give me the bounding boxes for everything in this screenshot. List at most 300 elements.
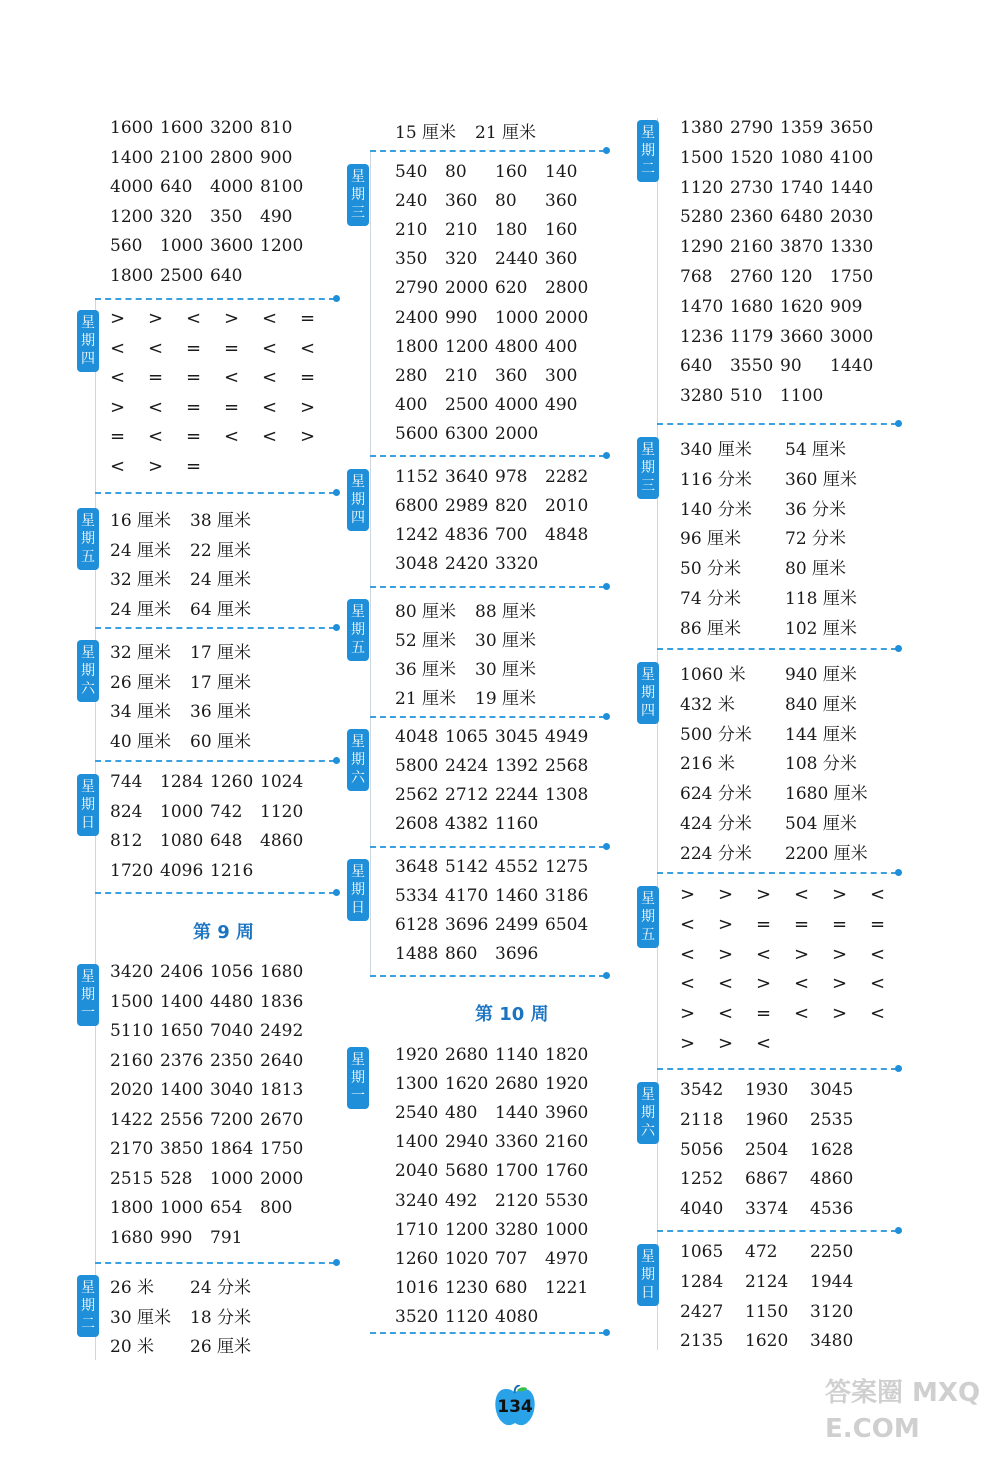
week-title: 第 10 周 — [475, 1004, 549, 1025]
answer-cell: = — [300, 308, 316, 329]
answer-cell: 400 — [545, 336, 578, 357]
watermark-text: 答案圈 MXQE.COM — [825, 1378, 981, 1444]
answer-cell: 4800 — [495, 336, 539, 357]
answer-cell: = — [870, 913, 886, 935]
answer-cell: 2568 — [545, 756, 589, 777]
weekday-tab: 星 期 五 — [77, 508, 99, 570]
answer-cell: 1024 — [260, 772, 304, 792]
answer-cell: 7040 — [210, 1021, 254, 1041]
answer-cell: 1650 — [160, 1021, 204, 1041]
answer-cell: > — [148, 308, 164, 329]
answer-cell: 2608 — [395, 814, 439, 835]
answer-cell: 102 厘米 — [785, 618, 857, 639]
answer-cell: 5680 — [445, 1161, 489, 1182]
answer-cell: = — [186, 367, 202, 388]
answer-cell: 1820 — [545, 1045, 589, 1065]
answer-cell: 2118 — [680, 1109, 724, 1130]
answer-cell: 3360 — [495, 1132, 539, 1153]
answer-cell: 1290 — [680, 237, 724, 258]
answer-cell: 6300 — [445, 423, 489, 444]
answer-cell: 824 — [110, 801, 143, 822]
answer-cell: 160 — [545, 220, 578, 241]
answer-cell: 2712 — [445, 785, 489, 806]
answer-cell: 1000 — [210, 1168, 254, 1189]
answer-cell: 5334 — [395, 886, 439, 907]
answer-cell: 1160 — [495, 814, 539, 835]
answer-cell: 22 厘米 — [190, 540, 252, 561]
week-title: 第 9 周 — [193, 922, 255, 943]
answer-cell: > — [756, 973, 772, 995]
answer-cell: 2000 — [445, 278, 489, 299]
answer-cell: 2160 — [730, 237, 774, 258]
answer-cell: 1600 — [110, 118, 154, 138]
weekday-tab: 星 期 三 — [347, 164, 369, 226]
answer-cell: 2400 — [395, 307, 439, 328]
answer-cell: < — [262, 426, 278, 447]
answer-cell: 17 厘米 — [190, 643, 252, 663]
weekday-tab: 星 期 一 — [347, 1047, 369, 1109]
answer-cell: 360 — [495, 365, 528, 386]
answer-cell: 1216 — [210, 860, 254, 881]
answer-cell: 1065 — [680, 1242, 724, 1262]
answer-cell: 3696 — [495, 944, 539, 965]
answer-cell: 2420 — [445, 554, 489, 575]
answer-cell: 1960 — [745, 1109, 789, 1130]
weekday-tab: 星 期 五 — [347, 599, 369, 661]
answer-cell: 18 分米 — [190, 1307, 252, 1328]
answer-cell: 1308 — [545, 785, 589, 806]
answer-cell: < — [110, 337, 126, 359]
answer-cell: 3040 — [210, 1080, 254, 1100]
answer-cell: = — [110, 426, 126, 447]
weekday-tab: 星 期 六 — [637, 1082, 659, 1144]
answer-cell: < — [110, 367, 126, 388]
answer-cell: > — [832, 1003, 848, 1025]
answer-cell: 4480 — [210, 991, 254, 1012]
answer-cell: 1680 — [730, 296, 774, 317]
answer-cell: 810 — [260, 118, 293, 138]
answer-cell: 4000 — [495, 394, 539, 415]
answer-cell: 2010 — [545, 496, 589, 517]
answer-cell: 768 — [680, 267, 713, 287]
answer-cell: 120 — [780, 267, 813, 287]
answer-cell: 3120 — [810, 1301, 854, 1322]
answer-cell: 3960 — [545, 1103, 589, 1124]
answer-cell: 640 — [680, 356, 713, 377]
answer-cell: 990 — [160, 1227, 193, 1248]
answer-cell: 96 厘米 — [680, 529, 742, 550]
answer-cell: 72 分米 — [785, 529, 847, 550]
answer-cell: 2160 — [110, 1050, 154, 1071]
watermark — [825, 1375, 995, 1455]
answer-cell: 2000 — [495, 423, 539, 444]
answer-cell: 3280 — [495, 1219, 539, 1240]
answer-cell: 742 — [210, 801, 243, 822]
answer-cell: 2440 — [495, 249, 539, 270]
answer-cell: 1330 — [830, 237, 874, 258]
answer-cell: = — [756, 913, 772, 935]
answer-cell: > — [110, 308, 126, 329]
answer-cell: 1065 — [445, 727, 489, 747]
answer-cell: 1740 — [780, 177, 824, 198]
answer-cell: 6480 — [780, 207, 824, 228]
answer-cell: 6504 — [545, 915, 589, 936]
answer-cell: < — [262, 396, 278, 418]
section-divider — [370, 150, 605, 152]
answer-cell: 24 厘米 — [110, 540, 172, 561]
answer-cell: < — [718, 1003, 734, 1025]
section-divider — [95, 627, 335, 629]
answer-cell: 4048 — [395, 727, 439, 747]
answer-cell: 30 厘米 — [475, 660, 537, 681]
answer-cell: 1200 — [445, 1219, 489, 1240]
answer-cell: 2730 — [730, 177, 774, 198]
weekday-tab: 星 期 二 — [77, 1275, 99, 1337]
answer-cell: 1836 — [260, 991, 304, 1012]
answer-cell: 620 — [495, 278, 528, 299]
answer-cell: < — [870, 1003, 886, 1025]
answer-cell: 24 厘米 — [190, 570, 252, 590]
answer-cell: 1056 — [210, 962, 254, 982]
weekday-tab: 星 期 二 — [637, 120, 659, 182]
answer-cell: 1284 — [160, 772, 204, 792]
weekday-tab: 星 期 日 — [637, 1244, 659, 1306]
answer-cell: 2244 — [495, 785, 539, 806]
answer-cell: 2790 — [730, 118, 774, 138]
answer-cell: 2350 — [210, 1050, 254, 1071]
answer-cell: 1120 — [680, 177, 724, 198]
section-divider — [95, 760, 335, 762]
answer-cell: 1680 — [260, 962, 304, 982]
weekday-tab: 星 期 六 — [77, 640, 99, 702]
answer-cell: 2670 — [260, 1109, 304, 1130]
answer-cell: = — [186, 455, 202, 477]
answer-cell: 30 厘米 — [110, 1307, 172, 1328]
answer-cell: 2800 — [210, 147, 254, 168]
answer-cell: 4552 — [495, 857, 539, 877]
section-divider — [370, 1332, 605, 1334]
answer-cell: 1800 — [110, 1198, 154, 1218]
answer-cell: 224 分米 — [680, 843, 752, 864]
answer-cell: > — [110, 396, 126, 418]
answer-cell: 118 厘米 — [785, 589, 857, 609]
section-divider — [95, 892, 335, 894]
answer-cell: 472 — [745, 1242, 778, 1262]
answer-cell: 2120 — [495, 1190, 539, 1211]
weekday-tab: 星 期 四 — [347, 469, 369, 531]
right-column — [635, 0, 905, 1465]
answer-cell: 504 厘米 — [785, 814, 857, 834]
answer-cell: < — [870, 973, 886, 995]
answer-cell: 86 厘米 — [680, 618, 742, 639]
answer-cell: 1000 — [545, 1219, 589, 1240]
answer-cell: 2040 — [395, 1161, 439, 1182]
answer-cell: 36 厘米 — [190, 702, 252, 722]
answer-cell: 791 — [210, 1227, 243, 1248]
answer-cell: 480 — [445, 1103, 478, 1124]
answer-cell: 528 — [160, 1168, 193, 1189]
answer-cell: 3650 — [830, 118, 874, 138]
answer-cell: 3045 — [810, 1080, 854, 1100]
answer-cell: 140 分米 — [680, 499, 752, 520]
answer-cell: 1680 厘米 — [785, 784, 868, 805]
weekday-tab: 星 期 四 — [77, 310, 99, 372]
answer-cell: 3186 — [545, 886, 589, 907]
column-guide-line — [657, 118, 658, 1350]
answer-cell: 4860 — [260, 831, 304, 851]
answer-cell: 1700 — [495, 1161, 539, 1182]
answer-cell: 1400 — [160, 1080, 204, 1100]
answer-cell: 978 — [495, 467, 528, 487]
answer-cell: 2989 — [445, 496, 489, 517]
answer-cell: 3648 — [395, 857, 439, 877]
answer-cell: 1140 — [495, 1045, 539, 1065]
answer-cell: 2500 — [160, 265, 204, 286]
answer-cell: 510 — [730, 386, 763, 407]
answer-cell: 320 — [445, 249, 478, 270]
answer-cell: 21 厘米 — [475, 123, 537, 143]
section-divider — [657, 1068, 897, 1070]
answer-cell: 1710 — [395, 1219, 439, 1240]
section-divider — [95, 1262, 335, 1264]
answer-cell: 1864 — [210, 1139, 254, 1159]
answer-cell: 4848 — [545, 525, 589, 546]
answer-cell: 4080 — [495, 1306, 539, 1327]
answer-cell: 16 厘米 — [110, 511, 172, 531]
answer-cell: 2160 — [545, 1132, 589, 1153]
answer-cell: 424 分米 — [680, 814, 752, 834]
answer-cell: 812 — [110, 831, 143, 851]
answer-cell: 4536 — [810, 1199, 854, 1220]
answer-cell: 2282 — [545, 467, 589, 487]
answer-cell: 909 — [830, 296, 863, 317]
answer-cell: 1230 — [445, 1277, 489, 1298]
answer-cell: < — [186, 308, 202, 329]
answer-cell: 640 — [160, 177, 193, 197]
answer-cell: 2504 — [745, 1139, 789, 1160]
answer-cell: 1200 — [110, 206, 154, 227]
answer-cell: 5600 — [395, 423, 439, 444]
answer-cell: 6128 — [395, 915, 439, 936]
answer-cell: 350 — [395, 249, 428, 270]
answer-cell: 2376 — [160, 1050, 204, 1071]
answer-cell: 26 厘米 — [110, 672, 172, 693]
answer-cell: 2800 — [545, 278, 589, 299]
answer-cell: < — [680, 913, 696, 935]
answer-cell: 640 — [210, 265, 243, 286]
section-divider — [370, 716, 605, 718]
answer-cell: 360 — [545, 249, 578, 270]
answer-cell: 3200 — [210, 118, 254, 138]
weekday-tab: 星 期 日 — [347, 859, 369, 921]
answer-cell: > — [718, 884, 734, 905]
answer-cell: 2556 — [160, 1109, 204, 1130]
answer-cell: 1800 — [395, 336, 439, 357]
answer-cell: 1260 — [210, 772, 254, 792]
answer-cell: 5056 — [680, 1139, 724, 1160]
answer-cell: 4860 — [810, 1169, 854, 1190]
answer-cell: 3850 — [160, 1139, 204, 1159]
answer-cell: 6867 — [745, 1169, 789, 1190]
answer-cell: 144 厘米 — [785, 724, 857, 745]
answer-cell: 2135 — [680, 1331, 724, 1352]
answer-cell: = — [794, 913, 810, 935]
answer-cell: 1460 — [495, 886, 539, 907]
answer-cell: > — [718, 1033, 734, 1054]
answer-cell: > — [718, 943, 734, 965]
answer-cell: 1750 — [260, 1139, 304, 1159]
answer-cell: 2535 — [810, 1109, 854, 1130]
answer-cell: = — [300, 367, 316, 388]
answer-cell: 2499 — [495, 915, 539, 936]
answer-cell: 500 分米 — [680, 724, 752, 745]
weekday-tab: 星 期 日 — [77, 774, 99, 836]
weekday-tab: 星 期 六 — [347, 729, 369, 791]
answer-cell: > — [832, 884, 848, 905]
answer-cell: < — [148, 426, 164, 447]
answer-cell: 38 厘米 — [190, 511, 252, 531]
answer-cell: = — [832, 913, 848, 935]
answer-cell: 700 — [495, 525, 528, 546]
answer-cell: 1500 — [680, 147, 724, 168]
answer-cell: 36 厘米 — [395, 660, 457, 681]
answer-cell: 4096 — [160, 860, 204, 881]
answer-cell: > — [718, 913, 734, 935]
answer-cell: 2790 — [395, 278, 439, 299]
answer-cell: < — [262, 367, 278, 388]
left-column — [75, 0, 345, 1465]
answer-cell: 1620 — [445, 1074, 489, 1095]
answer-cell: 1520 — [730, 147, 774, 168]
answer-cell: < — [262, 337, 278, 359]
answer-cell: 5110 — [110, 1021, 154, 1041]
answer-cell: 26 米 — [110, 1278, 155, 1298]
answer-cell: 30 厘米 — [475, 631, 537, 652]
answer-cell: 1600 — [160, 118, 204, 138]
answer-cell: 5530 — [545, 1190, 589, 1211]
answer-cell: 3280 — [680, 386, 724, 407]
answer-cell: < — [756, 943, 772, 965]
answer-cell: 2000 — [260, 1168, 304, 1189]
answer-cell: 32 厘米 — [110, 643, 172, 663]
answer-cell: 1400 — [160, 991, 204, 1012]
answer-cell: < — [224, 426, 240, 447]
answer-cell: 490 — [260, 206, 293, 227]
answer-cell: 20 米 — [110, 1337, 155, 1357]
answer-cell: 6800 — [395, 496, 439, 517]
answer-cell: 1020 — [445, 1248, 489, 1269]
answer-cell: 940 厘米 — [785, 665, 857, 685]
answer-cell: 4949 — [545, 727, 589, 747]
answer-cell: 3870 — [780, 237, 824, 258]
answer-cell: 624 分米 — [680, 784, 752, 805]
section-divider — [95, 492, 335, 494]
answer-cell: 3240 — [395, 1190, 439, 1211]
answer-cell: 4382 — [445, 814, 489, 835]
answer-cell: 64 厘米 — [190, 599, 252, 620]
answer-cell: 900 — [260, 147, 293, 168]
answer-cell: 1179 — [730, 326, 774, 347]
answer-cell: 4100 — [830, 147, 874, 168]
answer-cell: 1800 — [110, 265, 154, 286]
answer-cell: 210 — [445, 365, 478, 386]
answer-cell: < — [148, 396, 164, 418]
answer-cell: > — [300, 396, 316, 418]
answer-cell: < — [870, 884, 886, 905]
answer-cell: 5280 — [680, 207, 724, 228]
answer-cell: 3550 — [730, 356, 774, 377]
answer-cell: 88 厘米 — [475, 602, 537, 622]
answer-cell: 160 — [495, 162, 528, 182]
answer-cell: 1152 — [395, 467, 439, 487]
answer-cell: 990 — [445, 307, 478, 328]
answer-cell: > — [832, 943, 848, 965]
answer-cell: 2170 — [110, 1139, 154, 1159]
answer-cell: 1944 — [810, 1271, 854, 1292]
answer-cell: 1200 — [445, 336, 489, 357]
section-divider — [657, 648, 897, 650]
answer-cell: < — [680, 943, 696, 965]
answer-cell: 4000 — [210, 177, 254, 197]
answer-cell: 3048 — [395, 554, 439, 575]
answer-cell: 1440 — [830, 177, 874, 198]
answer-cell: 1242 — [395, 525, 439, 546]
answer-cell: 3520 — [395, 1306, 439, 1327]
answer-cell: 216 米 — [680, 754, 735, 775]
section-divider — [657, 423, 897, 425]
answer-cell: 1000 — [160, 1198, 204, 1218]
answer-cell: = — [186, 337, 202, 359]
answer-cell: 1440 — [495, 1103, 539, 1124]
answer-cell: 80 厘米 — [785, 559, 847, 580]
answer-cell: 4170 — [445, 886, 489, 907]
answer-cell: 15 厘米 — [395, 123, 457, 143]
answer-cell: < — [718, 973, 734, 995]
answer-cell: 707 — [495, 1248, 528, 1269]
answer-cell: 1400 — [395, 1132, 439, 1153]
answer-cell: = — [224, 337, 240, 359]
answer-cell: 820 — [495, 496, 528, 517]
page-number-badge — [490, 1385, 540, 1425]
answer-cell: 1440 — [830, 356, 874, 377]
weekday-tab: 星 期 四 — [637, 662, 659, 724]
answer-cell: 2680 — [495, 1074, 539, 1095]
answer-cell: 2200 厘米 — [785, 843, 868, 864]
answer-cell: 1750 — [830, 267, 874, 287]
answer-cell: 1275 — [545, 857, 589, 877]
answer-cell: 2500 — [445, 394, 489, 415]
answer-cell: 2030 — [830, 207, 874, 228]
answer-cell: 52 厘米 — [395, 631, 457, 652]
answer-cell: 1200 — [260, 236, 304, 256]
answer-cell: 340 厘米 — [680, 440, 752, 460]
answer-cell: 2680 — [445, 1045, 489, 1065]
section-divider — [370, 975, 605, 977]
answer-cell: 2515 — [110, 1168, 154, 1189]
answer-cell: 2492 — [260, 1021, 304, 1041]
answer-cell: 1500 — [110, 991, 154, 1012]
answer-cell: 3542 — [680, 1080, 724, 1100]
answer-cell: 2406 — [160, 962, 204, 982]
answer-cell: 180 — [495, 220, 528, 241]
answer-cell: = — [148, 367, 164, 388]
answer-cell: 4000 — [110, 177, 154, 197]
answer-cell: 1221 — [545, 1277, 589, 1298]
answer-cell: 3420 — [110, 962, 154, 982]
answer-cell: 32 厘米 — [110, 570, 172, 590]
answer-cell: > — [300, 426, 316, 447]
answer-cell: 2760 — [730, 267, 774, 287]
